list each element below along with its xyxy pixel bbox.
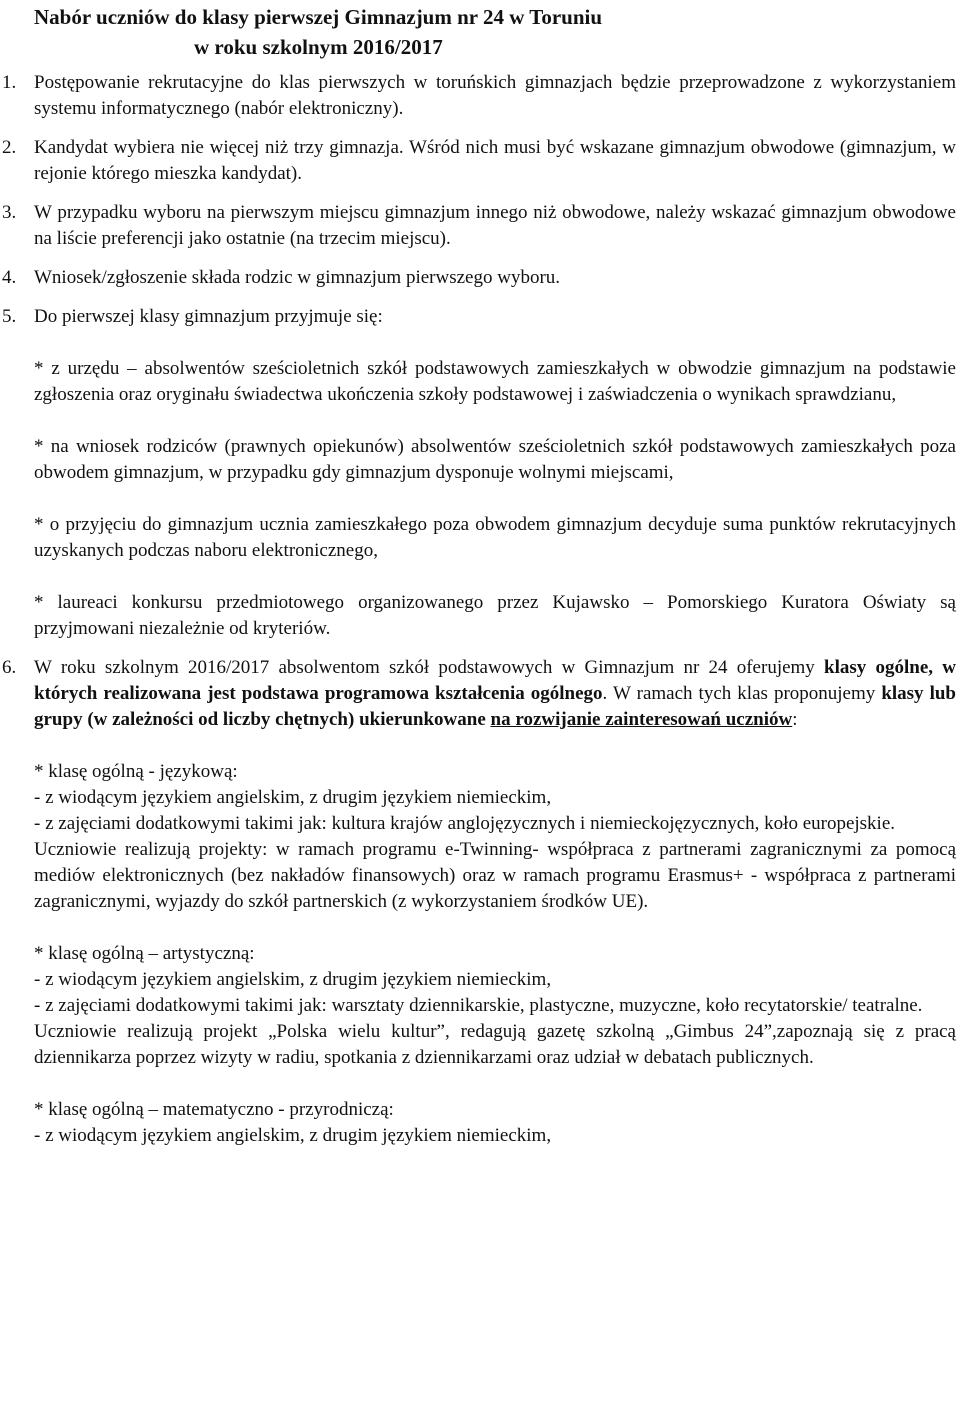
admission-criterion-3: * o przyjęciu do gimnazjum ucznia zamieszkałego poza obwodem gimnazjum decyduje suma punktów rekrutacyjnych uzyskanych podczas naboru elektronicznego,	[34, 514, 956, 561]
item-number: 2.	[2, 137, 17, 158]
list-item-3	[0, 200, 960, 252]
list-item-2	[0, 135, 960, 187]
item-text: Do pierwszej klasy gimnazjum przyjmuje się:	[34, 306, 383, 327]
class-line: - z zajęciami dodatkowymi takimi jak: warsztaty dziennikarskie, plastyczne, muzyczne, koło recytatorskie/ teatralne.	[34, 995, 923, 1016]
item-text: Postępowanie rekrutacyjne do klas pierwszych w toruńskich gimnazjach będzie przeprowadzone z wykorzystaniem systemu informatycznego (nabór elektroniczny).	[34, 72, 956, 119]
class-language	[0, 759, 960, 915]
class-heading: * klasę ogólną - językową:	[34, 761, 238, 782]
title-line-1: Nabór uczniów do klasy pierwszej Gimnazjum nr 24 w Toruniu	[34, 5, 603, 29]
item-text: :	[792, 709, 798, 730]
item-number: 6.	[2, 657, 17, 678]
item-text-bold-underlined: na rozwijanie zainteresowań uczniów	[490, 709, 793, 730]
admission-criterion-4: * laureaci konkursu przedmiotowego organizowanego przez Kujawsko – Pomorskiego Kuratora Oświaty są przyjmowani niezależnie od kryteriów.	[34, 592, 956, 639]
class-projects: Uczniowie realizują projekty: w ramach programu e-Twinning- współpraca z partnerami zagranicznymi za pomocą mediów elektronicznych (bez nakładów finansowych) oraz w ramach programu Erasmus+ - współpraca z partnerami zagranicznymi, wyjazdy do szkół partnerskich (z wykorzystaniem środków UE).	[34, 839, 956, 912]
item-text: Wniosek/zgłoszenie składa rodzic w gimnazjum pierwszego wyboru.	[34, 267, 561, 288]
class-line: - z wiodącym językiem angielskim, z drugim językiem niemieckim,	[34, 787, 552, 808]
class-heading: * klasę ogólną – artystyczną:	[34, 943, 255, 964]
class-artistic	[0, 941, 960, 1071]
item-number: 3.	[2, 202, 17, 223]
item-text: W roku szkolnym 2016/2017 absolwentom szkół podstawowych w Gimnazjum nr 24 oferujemy	[34, 657, 825, 678]
item-number: 5.	[2, 306, 17, 327]
item-text: W przypadku wyboru na pierwszym miejscu gimnazjum innego niż obwodowe, należy wskazać gimnazjum obwodowe na liście preferencji jako ostatnie (na trzecim miejscu).	[34, 202, 956, 249]
item-text-bold: klasy ogólne, w których realizowana jest podstawa programowa kształcenia ogólnego	[34, 657, 956, 704]
list-item-1	[0, 70, 960, 122]
list-item-5	[0, 304, 960, 330]
item-text: . W ramach tych klas proponujemy	[602, 683, 882, 704]
item-number: 1.	[2, 72, 17, 93]
list-item-4	[0, 265, 960, 291]
title-line-2: w roku szkolnym 2016/2017	[194, 35, 443, 59]
item-text-bold: klasy lub grupy (w zależności od liczby chętnych) ukierunkowane	[34, 683, 957, 730]
class-heading: * klasę ogólną – matematyczno - przyrodniczą:	[34, 1099, 394, 1120]
admission-criterion-1: * z urzędu – absolwentów sześcioletnich szkół podstawowych zamieszkałych w obwodzie gimnazjum na podstawie zgłoszenia oraz oryginału świadectwa ukończenia szkoły podstawowej i zaświadczenia o wynikach sprawdzianu,	[34, 358, 956, 405]
class-math-science	[0, 1097, 960, 1149]
class-line: - z zajęciami dodatkowymi takimi jak: kultura krajów anglojęzycznych i niemieckojęzycznych, koło europejskie.	[34, 813, 896, 834]
list-item-6	[0, 655, 960, 733]
page-title	[34, 2, 960, 62]
class-line: - z wiodącym językiem angielskim, z drugim językiem niemieckim,	[34, 969, 552, 990]
class-line: - z wiodącym językiem angielskim, z drugim językiem niemieckim,	[34, 1125, 552, 1146]
item-number: 4.	[2, 267, 17, 288]
item-text: Kandydat wybiera nie więcej niż trzy gimnazja. Wśród nich musi być wskazane gimnazjum obwodowe (gimnazjum, w rejonie którego mieszka kandydat).	[34, 137, 956, 184]
class-projects: Uczniowie realizują projekt „Polska wielu kultur”, redagują gazetę szkolną „Gimbus 24”,zapoznają się z pracą dziennikarza poprzez wizyty w radiu, spotkania z dziennikarzami oraz udział w debatach publicznych.	[34, 1021, 956, 1068]
admission-criterion-2: * na wniosek rodziców (prawnych opiekunów) absolwentów sześcioletnich szkół podstawowych zamieszkałych poza obwodem gimnazjum, w przypadku gdy gimnazjum dysponuje wolnymi miejscami,	[34, 436, 956, 483]
